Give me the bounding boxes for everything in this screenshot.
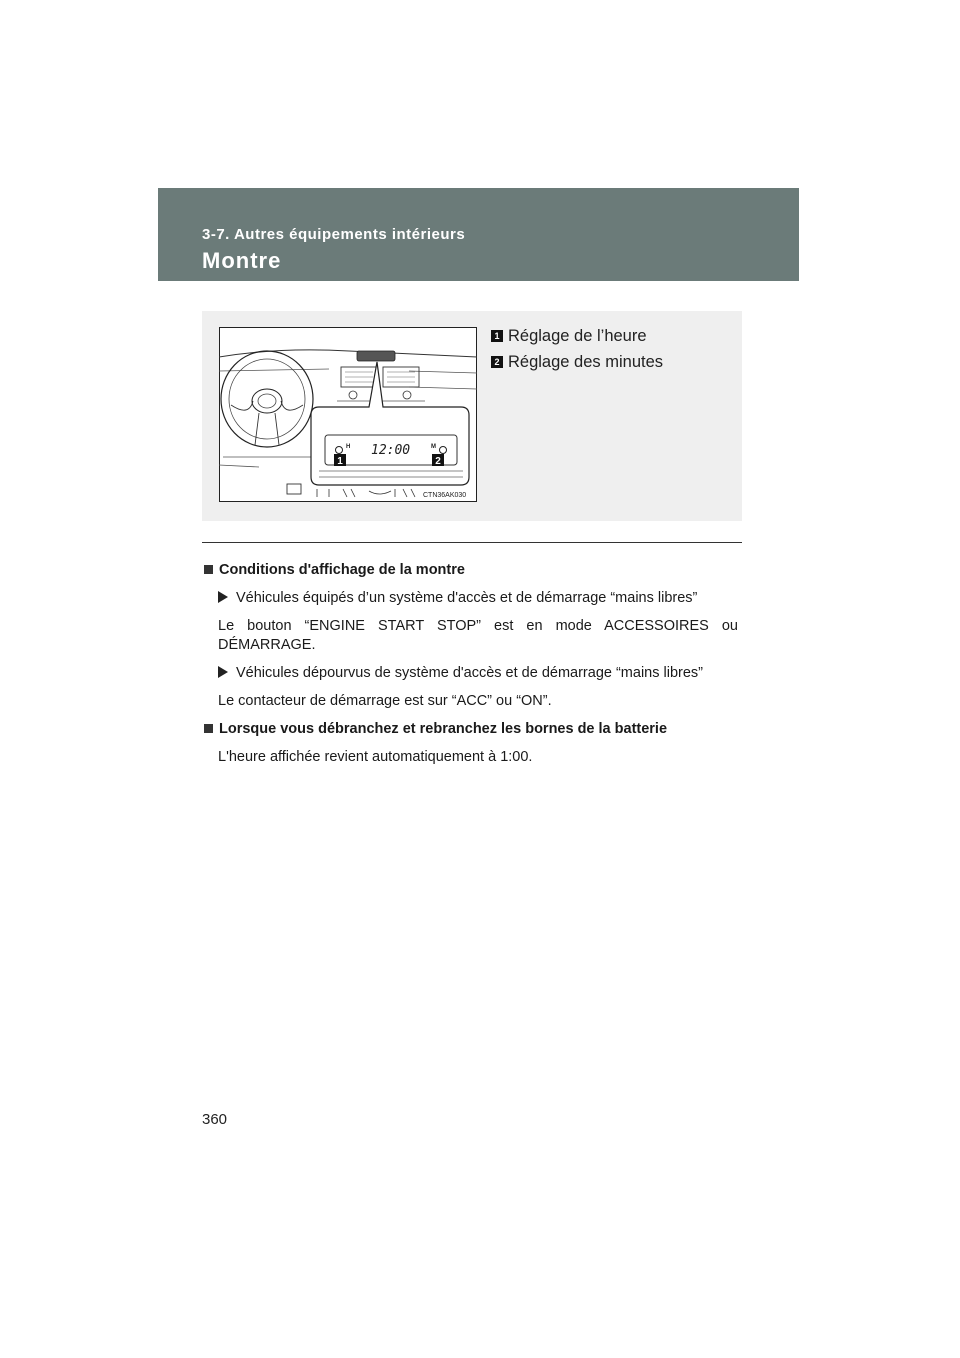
- legend-label-minutes: Réglage des minutes: [508, 352, 664, 371]
- minute-button-label: M: [431, 444, 436, 450]
- callout-number-2: 2: [435, 456, 441, 467]
- image-code: CTN36AK030: [423, 492, 467, 499]
- note-heading-battery: [202, 720, 738, 739]
- callout-marker-2: 2: [491, 356, 503, 368]
- section-divider: [202, 542, 742, 543]
- square-bullet-icon: [204, 724, 213, 733]
- battery-text: L'heure affichée revient automatiquement à 1:00.: [218, 749, 533, 765]
- sub-heading-no-smart-key: [202, 664, 738, 683]
- square-bullet-icon: [204, 565, 213, 574]
- note-heading-conditions-text: Conditions d'affichage de la montre: [219, 562, 465, 578]
- callout-number-1: 1: [337, 456, 343, 467]
- clock-illustration: [219, 327, 477, 502]
- hour-button-label: H: [346, 444, 351, 450]
- sub-heading-no-smart-key-text: Véhicules dépourvus de système d'accès et de démarrage “mains libres”: [236, 665, 703, 681]
- callout-marker-1: 1: [491, 330, 503, 342]
- note-heading-battery-text: Lorsque vous débranchez et rebranchez les bornes de la batterie: [219, 721, 668, 737]
- note-heading-conditions: [202, 561, 738, 580]
- sub-heading-smart-key: [202, 589, 738, 608]
- clock-display-time: 12:00: [371, 443, 411, 458]
- page-number: 360: [202, 1111, 228, 1128]
- legend-label-hour: Réglage de l’heure: [508, 326, 647, 345]
- no-smart-key-text: Le contacteur de démarrage est sur “ACC” ou “ON”.: [218, 693, 552, 709]
- legend-item-minutes: [491, 349, 663, 375]
- callout-legend: [491, 323, 663, 375]
- triangle-bullet-icon: [218, 666, 228, 678]
- sub-heading-smart-key-text: Véhicules équipés d’un système d'accès et de démarrage “mains libres”: [236, 590, 698, 606]
- triangle-bullet-icon: [218, 591, 228, 603]
- section-label: 3-7. Autres équipements intérieurs: [202, 226, 466, 243]
- smart-key-text: Le bouton “ENGINE START STOP” est en mode ACCESSOIRES ou DÉMARRAGE.: [218, 618, 738, 653]
- dashboard-drawing: [219, 327, 477, 502]
- notes-section: [202, 561, 738, 776]
- page-title: Montre: [202, 248, 282, 273]
- legend-item-hour: [491, 323, 663, 349]
